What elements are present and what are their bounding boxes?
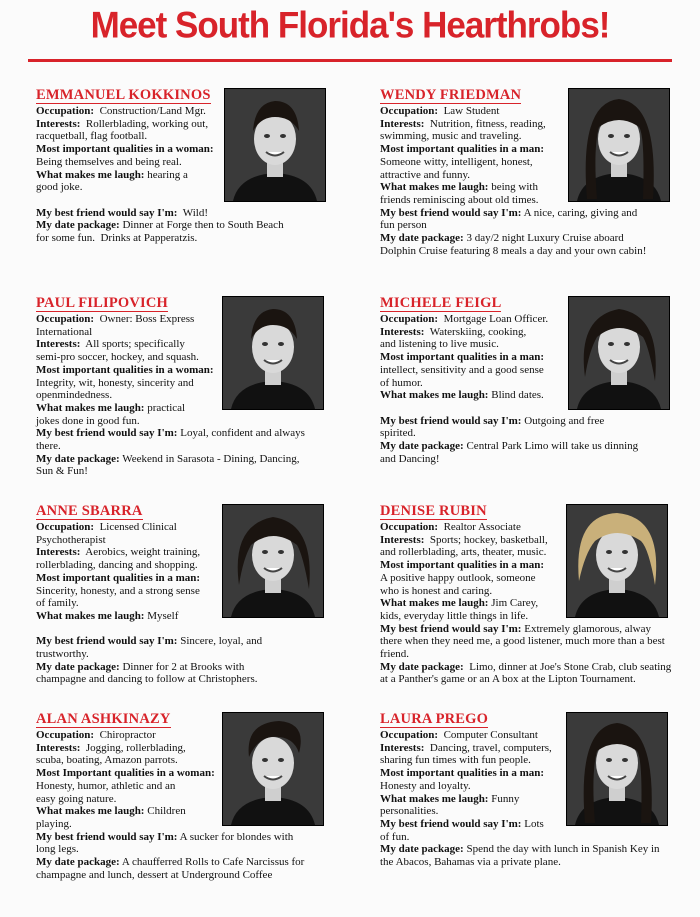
detail-value: easy going nature.	[36, 792, 117, 805]
detail-line	[36, 843, 304, 856]
detail-label: What makes me laugh:	[36, 401, 145, 414]
detail-value: attractive and funny.	[380, 168, 470, 181]
detail-value: Dinner at Forge then to South Beach	[119, 219, 284, 232]
detail-value: Blind dates.	[488, 389, 544, 402]
detail-value: Psychotherapist	[36, 533, 106, 546]
detail-label: Interests:	[36, 338, 81, 351]
detail-label: My best friend would say I'm:	[380, 414, 522, 427]
profile-card	[380, 88, 680, 293]
detail-label: Interests:	[36, 546, 81, 559]
detail-line	[36, 623, 262, 636]
detail-line	[380, 831, 660, 844]
detail-label: Interests:	[380, 533, 425, 546]
detail-label: My date package:	[36, 452, 120, 465]
detail-label: Interests:	[380, 741, 425, 754]
detail-label: Interests:	[380, 117, 425, 130]
detail-label: My best friend would say I'm:	[36, 830, 178, 843]
detail-value: at a Panther's game or an A box at the Lipton Tournament.	[380, 673, 636, 686]
detail-label: Most important qualities in a woman:	[36, 363, 214, 376]
detail-label: Most important qualities in a man:	[36, 571, 201, 584]
detail-value: Licensed Clinical	[94, 521, 177, 533]
detail-value: Waterskiing, cooking,	[424, 325, 527, 338]
detail-value: 3 day/2 night Luxury Cruise aboard	[463, 232, 624, 245]
profile-photo	[222, 712, 324, 826]
detail-value: Honesty, humor, athletic and an	[36, 779, 176, 792]
detail-value: and rollerblading, arts, theater, music.	[380, 546, 547, 559]
detail-label: Most important qualities in a man:	[380, 351, 545, 364]
profile-name: EMMANUEL KOKKINOS	[36, 87, 211, 103]
detail-label: What makes me laugh:	[36, 168, 145, 181]
detail-label: My best friend would say I'm:	[36, 427, 178, 440]
detail-label: Occupation:	[36, 729, 95, 741]
detail-value: sharing fun times with fun people.	[380, 754, 531, 767]
profile-name: LAURA PREGO	[380, 711, 489, 727]
detail-value: Jim Carey,	[488, 597, 539, 610]
profile-card	[36, 88, 336, 293]
detail-line	[380, 673, 671, 686]
detail-value: champagne and dancing to follow at Christophers.	[36, 673, 258, 686]
detail-value: fun person	[380, 219, 427, 232]
detail-line	[380, 648, 671, 661]
detail-value: Mortgage Loan Officer.	[438, 313, 549, 325]
detail-value: friend.	[380, 648, 410, 661]
profile-name: PAUL FILIPOVICH	[36, 295, 169, 311]
detail-line	[36, 232, 284, 245]
detail-value: trustworthy.	[36, 648, 89, 661]
detail-label: What makes me laugh:	[380, 597, 489, 610]
detail-value: Chiropractor	[94, 729, 156, 741]
detail-value: champagne and lunch, dessert at Underground Coffee	[36, 868, 273, 881]
profile-card	[380, 296, 680, 501]
detail-value: Computer Consultant	[438, 729, 538, 741]
detail-label: My best friend would say I'm:	[380, 817, 522, 830]
profile-card	[36, 296, 336, 501]
detail-value: Limo, dinner at Joe's Stone Crab, club seating	[463, 660, 672, 673]
detail-value: racquetball, flag football.	[36, 130, 148, 143]
detail-value: long legs.	[36, 843, 79, 856]
detail-value: of fun.	[380, 830, 410, 843]
profile-name: MICHELE FEIGL	[380, 295, 502, 311]
detail-value: Spend the day with lunch in Spanish Key in	[463, 843, 660, 856]
detail-line	[380, 415, 638, 428]
detail-label: Interests:	[36, 117, 81, 130]
profile-name: DENISE RUBIN	[380, 503, 487, 519]
detail-label: Occupation:	[380, 313, 439, 325]
detail-line	[380, 219, 646, 232]
detail-value: good joke.	[36, 181, 83, 194]
detail-line	[36, 869, 304, 882]
detail-label: Interests:	[36, 741, 81, 754]
detail-label: My best friend would say I'm:	[380, 206, 522, 219]
detail-value: Owner: Boss Express	[94, 313, 195, 325]
detail-value: friends reminiscing about old times.	[380, 193, 539, 206]
detail-value: Integrity, wit, honesty, sincerity and	[36, 376, 194, 389]
detail-line	[380, 623, 671, 636]
detail-label: My best friend would say I'm:	[36, 635, 178, 648]
profile-photo	[566, 712, 668, 826]
detail-value: spirited.	[380, 427, 416, 440]
detail-line	[36, 648, 262, 661]
detail-value: Being themselves and being real.	[36, 155, 182, 168]
detail-line	[380, 453, 638, 466]
detail-value: openmindedness.	[36, 389, 113, 402]
detail-label: Most important qualities in a man:	[380, 143, 545, 156]
detail-label: Occupation:	[36, 105, 95, 117]
detail-label: My date package:	[380, 843, 464, 856]
detail-label: Occupation:	[36, 521, 95, 533]
detail-value: Loyal, confident and always	[177, 427, 305, 440]
detail-label: Most Important qualities in a woman:	[36, 767, 215, 780]
profile-card	[36, 504, 336, 709]
profile-photo	[222, 296, 324, 410]
detail-value: A nice, caring, giving and	[521, 206, 638, 219]
detail-value: Realtor Associate	[438, 521, 521, 533]
detail-label: What makes me laugh:	[380, 389, 489, 402]
detail-line	[380, 207, 646, 220]
detail-label: Occupation:	[380, 729, 439, 741]
detail-line	[36, 453, 305, 466]
detail-line	[380, 843, 660, 856]
profile-name: ANNE SBARRA	[36, 503, 143, 519]
detail-label: My date package:	[380, 232, 464, 245]
detail-line	[36, 661, 262, 674]
detail-value: Jogging, rollerblading,	[80, 741, 186, 754]
detail-label: What makes me laugh:	[36, 805, 145, 818]
detail-value: the Abacos, Bahamas via a private plane.	[380, 856, 561, 869]
detail-value: Sun & Fun!	[36, 465, 88, 478]
detail-value: playing.	[36, 817, 72, 830]
detail-line	[380, 440, 638, 453]
detail-value: and Dancing!	[380, 452, 440, 465]
detail-value: Children	[144, 805, 186, 818]
detail-label: Interests:	[380, 325, 425, 338]
detail-value: Sports; hockey, basketball,	[424, 533, 548, 546]
detail-label: Most important qualities in a man:	[380, 559, 545, 572]
detail-line	[380, 635, 671, 648]
detail-value: Weekend in Sarasota - Dining, Dancing,	[119, 452, 300, 465]
detail-line	[36, 635, 262, 648]
detail-value: Law Student	[438, 105, 500, 117]
detail-line	[36, 427, 305, 440]
detail-line	[380, 661, 671, 674]
detail-label: Occupation:	[380, 521, 439, 533]
detail-label: My best friend would say I'm:	[36, 206, 178, 219]
detail-value: for some fun. Drinks at Papperatzis.	[36, 232, 198, 245]
detail-value: A sucker for blondes with	[177, 830, 294, 843]
detail-value: Honesty and loyalty.	[380, 779, 471, 792]
detail-value: Dinner for 2 at Brooks with	[119, 660, 245, 673]
detail-line	[36, 440, 305, 453]
detail-label: Most important qualities in a man:	[380, 767, 545, 780]
detail-value: Aerobics, weight training,	[80, 546, 201, 559]
detail-label: Occupation:	[36, 313, 95, 325]
detail-value: Construction/Land Mgr.	[94, 105, 206, 117]
detail-value: Central Park Limo will take us dinning	[463, 440, 639, 453]
detail-line	[36, 415, 305, 428]
detail-value: Myself	[144, 609, 179, 622]
detail-line	[36, 207, 284, 220]
detail-value: practical	[144, 401, 186, 414]
detail-value: rollerblading, dancing and shopping.	[36, 559, 198, 572]
detail-value: Dancing, travel, computers,	[424, 741, 552, 754]
detail-value: being with	[488, 181, 538, 194]
profile-card	[36, 712, 336, 917]
detail-value: A chaufferred Rolls to Cafe Narcissus for	[119, 856, 305, 869]
detail-label: My date package:	[36, 856, 120, 869]
detail-value: hearing a	[144, 168, 188, 181]
detail-value: swimming, music and traveling.	[380, 130, 522, 143]
profile-name: ALAN ASHKINAZY	[36, 711, 171, 727]
detail-value: All sports; specifically	[80, 338, 185, 351]
detail-value: semi-pro soccer, hockey, and squash.	[36, 351, 199, 364]
detail-value: Funny	[488, 792, 520, 805]
detail-label: What makes me laugh:	[380, 181, 489, 194]
profile-photo	[568, 88, 670, 202]
detail-value: personalities.	[380, 805, 439, 818]
detail-label: My date package:	[36, 660, 120, 673]
detail-value: who is honest and caring.	[380, 584, 493, 597]
detail-label: What makes me laugh:	[380, 792, 489, 805]
profile-photo	[566, 504, 668, 618]
detail-value: of humor.	[380, 376, 423, 389]
detail-value: Lots	[521, 817, 544, 830]
profile-card	[380, 504, 680, 709]
detail-value: Extremely glamorous, alway	[521, 622, 652, 635]
detail-value: there when they need me, a good listener, much more than a best	[380, 635, 665, 648]
detail-line	[36, 673, 262, 686]
detail-label: My date package:	[380, 660, 464, 673]
detail-value: intellect, sensitivity and a good sense	[380, 363, 544, 376]
detail-label: Occupation:	[380, 105, 439, 117]
detail-value: Dolphin Cruise featuring 8 meals a day and your own cabin!	[380, 244, 647, 257]
detail-value: jokes done in good fun.	[36, 414, 140, 427]
detail-line	[380, 427, 638, 440]
detail-value: Wild!	[177, 206, 209, 219]
detail-value: there.	[36, 440, 61, 453]
detail-value: Sincere, loyal, and	[177, 635, 263, 648]
detail-line	[36, 831, 304, 844]
detail-value: Nutrition, fitness, reading,	[424, 117, 546, 130]
profile-card	[380, 712, 680, 917]
profile-photo	[568, 296, 670, 410]
profile-photo	[224, 88, 326, 202]
profile-name: WENDY FRIEDMAN	[380, 87, 522, 103]
detail-value: scuba, boating, Amazon parrots.	[36, 754, 178, 767]
detail-value: International	[36, 325, 93, 338]
detail-label: My date package:	[380, 440, 464, 453]
detail-value: A positive happy outlook, someone	[380, 571, 536, 584]
detail-value: Rollerblading, working out,	[80, 117, 209, 130]
detail-line	[380, 856, 660, 869]
detail-label: My best friend would say I'm:	[380, 622, 522, 635]
detail-line	[380, 232, 646, 245]
page-title: Meet South Florida's Hearthrobs!	[90, 5, 610, 46]
detail-value: Outgoing and free	[521, 414, 605, 427]
detail-line	[380, 245, 646, 258]
detail-label: What makes me laugh:	[36, 609, 145, 622]
detail-value: kids, everyday little things in life.	[380, 609, 529, 622]
detail-value: and listening to live music.	[380, 338, 499, 351]
detail-value: Sincerity, honesty, and a strong sense	[36, 584, 200, 597]
detail-line	[36, 856, 304, 869]
detail-value: of family.	[36, 597, 79, 610]
detail-label: My date package:	[36, 219, 120, 232]
detail-value: Someone witty, intelligent, honest,	[380, 155, 533, 168]
title-underline	[28, 59, 672, 62]
profile-photo	[222, 504, 324, 618]
detail-line	[36, 465, 305, 478]
detail-line	[36, 219, 284, 232]
detail-label: Most important qualities in a woman:	[36, 143, 214, 156]
